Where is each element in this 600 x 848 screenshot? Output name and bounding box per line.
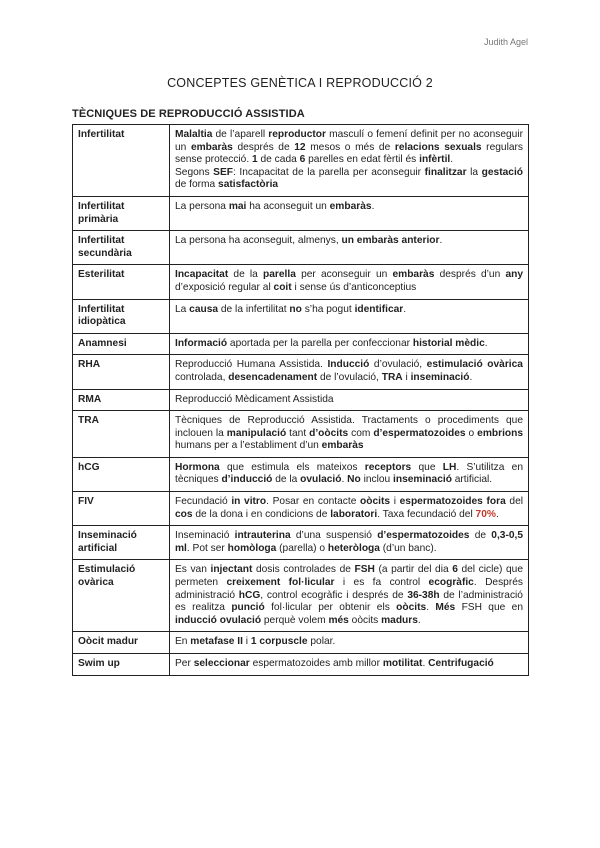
definition-text: polar.: [307, 636, 336, 648]
definition-text: . Després administració: [175, 577, 523, 601]
definition-cell: [170, 231, 529, 265]
definition-text: i: [242, 636, 251, 648]
bold-term: 0,3-0,5 ml: [175, 530, 523, 554]
definition-text: d’una suspensió: [290, 530, 378, 542]
bold-term: inducció ovulació: [175, 614, 262, 626]
definition-text: En: [175, 636, 191, 648]
definition-text: La: [175, 303, 190, 315]
definition-cell: [170, 389, 529, 411]
table-row: [73, 457, 529, 491]
bold-term: SEF: [213, 166, 233, 178]
definition-text: de la dona i en condicions de: [192, 508, 331, 520]
bold-term: ecogràfic: [428, 577, 474, 589]
definition-text: espermatozoides amb millor: [249, 658, 383, 669]
definition-text: masculí o femení definit per no aconseguir un: [175, 129, 523, 153]
bold-term: Hormona: [175, 461, 220, 473]
table-row: [73, 632, 529, 654]
bold-term: 6: [299, 154, 306, 166]
term-cell: TRA: [73, 411, 170, 458]
bold-term: injectant: [210, 564, 253, 576]
bold-term: embaràs: [329, 200, 372, 212]
page-title: CONCEPTES GENÈTICA I REPRODUCCIÓ 2: [167, 76, 433, 90]
definition-text: que estimula els mateixos: [219, 461, 365, 473]
definition-text: ha aconseguit un: [246, 200, 330, 212]
bold-term: finalitzar: [424, 166, 467, 178]
definition-text: Reproducció Humana Assistida.: [175, 359, 328, 371]
table-row: [73, 299, 529, 333]
bold-term: satisfactòria: [218, 179, 279, 191]
definition-text: del: [505, 496, 523, 508]
term-cell: Infertilitat secundària: [73, 231, 170, 265]
bold-term: No: [347, 474, 361, 486]
definition-text: oòcits: [348, 614, 382, 626]
bold-term: oòcits: [396, 602, 427, 614]
bold-term: estimulació ovàrica: [426, 359, 523, 371]
definition-text: que: [411, 461, 443, 473]
bold-term: Informació: [175, 337, 228, 349]
bold-term: madurs: [381, 614, 418, 626]
bold-term: d’espermatozoides: [377, 530, 470, 542]
bold-term: Més: [435, 602, 456, 614]
definition-text: regulars sense protecció.: [175, 141, 523, 166]
bold-term: 1: [252, 154, 258, 166]
definition-text: humans per a l’establiment d’un: [175, 440, 322, 452]
bold-term: heteròloga: [327, 542, 380, 554]
table-row: [73, 389, 529, 411]
table-row: [73, 125, 529, 197]
definition-text: s’ha pogut: [301, 303, 355, 315]
definition-text: de l’administració es realitza: [175, 589, 523, 614]
definition-text: tant: [286, 427, 310, 439]
definition-text: .: [417, 614, 421, 626]
bold-term: d’oòcits: [309, 427, 349, 439]
definition-text: . Taxa fecundació del: [377, 508, 476, 520]
definition-cell: [170, 560, 529, 632]
term-cell: Anamnesi: [73, 333, 170, 355]
bold-term: 1 corpuscle: [250, 636, 308, 648]
bold-term: any: [505, 269, 523, 281]
definition-text: de la infertilitat: [218, 303, 290, 315]
definition-text: aportada per la parella per confeccionar: [227, 337, 413, 349]
definition-cell: [170, 299, 529, 333]
term-cell: Estimulació ovàrica: [73, 560, 170, 632]
definition-text: La persona ha aconseguit, almenys,: [175, 235, 342, 247]
definition-text: de: [469, 530, 492, 542]
definition-text: : Incapacitat de la parella per aconseguir: [232, 166, 425, 178]
term-cell: Infertilitat primària: [73, 196, 170, 230]
term-cell: Oòcit madur: [73, 632, 170, 654]
definition-text: com: [348, 427, 374, 439]
definition-text: FSH que en: [455, 602, 523, 614]
bold-term: infèrtil: [419, 154, 451, 166]
definition-text: .: [403, 303, 407, 315]
definition-cell: [170, 411, 529, 458]
term-cell: Inseminació artificial: [73, 526, 170, 560]
bold-term: creixement fol·licular: [226, 577, 335, 589]
definition-text: .: [341, 474, 348, 486]
term-cell: RHA: [73, 355, 170, 389]
definition-cell: [170, 457, 529, 491]
bold-term: embaràs: [321, 440, 364, 452]
definition-text: .: [439, 235, 443, 247]
glossary-table-body: [73, 125, 529, 676]
bold-term: espermatozoides fora: [399, 496, 506, 508]
definition-text: .: [484, 337, 488, 349]
term-cell: Infertilitat: [73, 125, 170, 197]
definition-text: Reproducció Mèdicament Assistida: [175, 393, 334, 405]
glossary-table: [72, 124, 529, 676]
bold-term: relacions sexuals: [394, 141, 482, 153]
definition-text: o: [465, 427, 478, 439]
term-cell: Infertilitat idiopàtica: [73, 299, 170, 333]
bold-term: motilitat: [382, 658, 423, 669]
definition-text: .: [469, 371, 473, 383]
bold-term: LH: [442, 461, 457, 473]
bold-term: reproductor: [268, 129, 326, 140]
bold-term: Incapacitat: [175, 269, 229, 281]
bold-term: embaràs: [190, 141, 233, 153]
bold-term: hCG: [238, 589, 261, 601]
definition-text: perquè volem: [261, 614, 329, 626]
term-cell: FIV: [73, 492, 170, 526]
table-row: [73, 231, 529, 265]
definition-text: .: [422, 658, 429, 669]
definition-text: Segons: [175, 166, 214, 178]
bold-term: cos: [175, 508, 193, 520]
bold-term: oòcits: [360, 496, 391, 508]
definition-text: artificial.: [451, 474, 493, 486]
definition-text: . Posar en contacte: [266, 496, 361, 508]
table-row: [73, 654, 529, 676]
definition-text: i sense ús d’anticonceptius: [291, 281, 417, 293]
definition-text: Tècniques de Reproducció Assistida. Tractaments o procediments que inclouen la: [175, 415, 523, 439]
definition-cell: [170, 196, 529, 230]
definition-cell: [170, 333, 529, 355]
term-cell: RMA: [73, 389, 170, 411]
definition-text: per aconseguir un: [295, 269, 393, 281]
definition-text: d’exposició regular al: [175, 281, 274, 293]
bold-term: laboratori: [330, 508, 378, 520]
definition-text: després de: [232, 141, 295, 153]
definition-text: de cada: [257, 154, 300, 166]
bold-term: in vitro: [231, 496, 267, 508]
definition-text: Es van: [175, 564, 211, 576]
definition-text: de forma: [175, 179, 219, 191]
bold-term: homòloga: [227, 542, 277, 554]
table-row: [73, 265, 529, 299]
bold-term: Centrifugació: [428, 658, 494, 669]
bold-term: no: [289, 303, 302, 315]
bold-term: historial mèdic: [412, 337, 485, 349]
term-cell: hCG: [73, 457, 170, 491]
definition-text: parelles en edat fèrtil és: [305, 154, 420, 166]
bold-term: identificar: [354, 303, 404, 315]
author-name: Judith Agel: [483, 37, 528, 47]
bold-term: gestació: [481, 166, 524, 178]
definition-text: del cicle) que permeten: [175, 564, 523, 589]
definition-text: de la: [228, 269, 264, 281]
definition-text: i: [402, 371, 411, 383]
definition-text: .: [371, 200, 375, 212]
highlighted-value: 70%: [475, 508, 496, 520]
bold-term: més: [328, 614, 349, 626]
bold-term: Malaltia: [175, 129, 213, 140]
definition-text: .: [450, 154, 454, 166]
definition-text: fol·licular per obtenir els: [264, 602, 397, 614]
table-row: [73, 196, 529, 230]
table-row: [73, 333, 529, 355]
bold-term: desencadenament: [228, 371, 318, 383]
bold-term: manipulació: [226, 427, 287, 439]
definition-text: d’ovulació,: [369, 359, 427, 371]
definition-cell: [170, 355, 529, 389]
definition-text: inclou: [360, 474, 394, 486]
bold-term: 6: [452, 564, 458, 576]
definition-text: de la: [272, 474, 301, 486]
definition-text: Inseminació: [175, 530, 235, 542]
bold-term: causa: [189, 303, 219, 315]
definition-text: . S’utilitza en tècniques: [175, 461, 523, 486]
bold-term: inseminació: [393, 474, 452, 486]
definition-cell: [170, 654, 529, 676]
bold-term: FSH: [354, 564, 375, 576]
bold-term: embrions: [477, 427, 524, 439]
definition-text: Fecundació: [175, 496, 232, 508]
bold-term: d’inducció: [221, 474, 273, 486]
table-row: [73, 355, 529, 389]
bold-term: ovulació: [300, 474, 342, 486]
definition-cell: [170, 632, 529, 654]
section-heading: TÈCNIQUES DE REPRODUCCIÓ ASSISTIDA: [72, 108, 305, 120]
bold-term: parella: [263, 269, 296, 281]
bold-term: mai: [228, 200, 247, 212]
bold-term: 12: [294, 141, 306, 153]
bold-term: un embaràs anterior: [341, 235, 440, 247]
bold-term: inseminació: [410, 371, 470, 383]
definition-text: dosis controlades de: [252, 564, 355, 576]
term-cell: Swim up: [73, 654, 170, 676]
bold-term: coit: [273, 281, 292, 293]
definition-text: la: [466, 166, 482, 178]
bold-term: TRA: [381, 371, 403, 383]
definition-text: controlada,: [175, 371, 229, 383]
definition-text: i es fa control: [334, 577, 429, 589]
definition-text: de l’aparell: [212, 129, 269, 140]
definition-cell: [170, 265, 529, 299]
definition-cell: [170, 125, 529, 197]
definition-text: , control ecogràfic i després de: [260, 589, 408, 601]
bold-term: intrauterina: [234, 530, 291, 542]
definition-text: (d’un banc).: [379, 542, 437, 554]
bold-term: seleccionar: [193, 658, 250, 669]
bold-term: d’espermatozoides: [373, 427, 466, 439]
table-row: [73, 411, 529, 458]
table-row: [73, 492, 529, 526]
definition-cell: [170, 526, 529, 560]
table-row: [73, 526, 529, 560]
definition-text: La persona: [175, 200, 229, 212]
definition-text: (parella) o: [276, 542, 328, 554]
definition-text: de l’ovulació,: [317, 371, 382, 383]
definition-text: .: [426, 602, 436, 614]
definition-text: després d’un: [434, 269, 506, 281]
bold-term: embaràs: [392, 269, 435, 281]
bold-term: 36-38h: [407, 589, 440, 601]
definition-cell: [170, 492, 529, 526]
definition-text: .: [495, 508, 499, 520]
bold-term: Inducció: [327, 359, 370, 371]
definition-text: i: [390, 496, 400, 508]
bold-term: punció: [231, 602, 265, 614]
definition-text: (a partir del dia: [374, 564, 453, 576]
definition-text: Per: [175, 658, 194, 669]
definition-text: . Pot ser: [186, 542, 228, 554]
table-row: [73, 560, 529, 632]
definition-text: mesos o més de: [305, 141, 395, 153]
bold-term: receptors: [364, 461, 412, 473]
term-cell: Esterilitat: [73, 265, 170, 299]
bold-term: metafase II: [190, 636, 243, 648]
